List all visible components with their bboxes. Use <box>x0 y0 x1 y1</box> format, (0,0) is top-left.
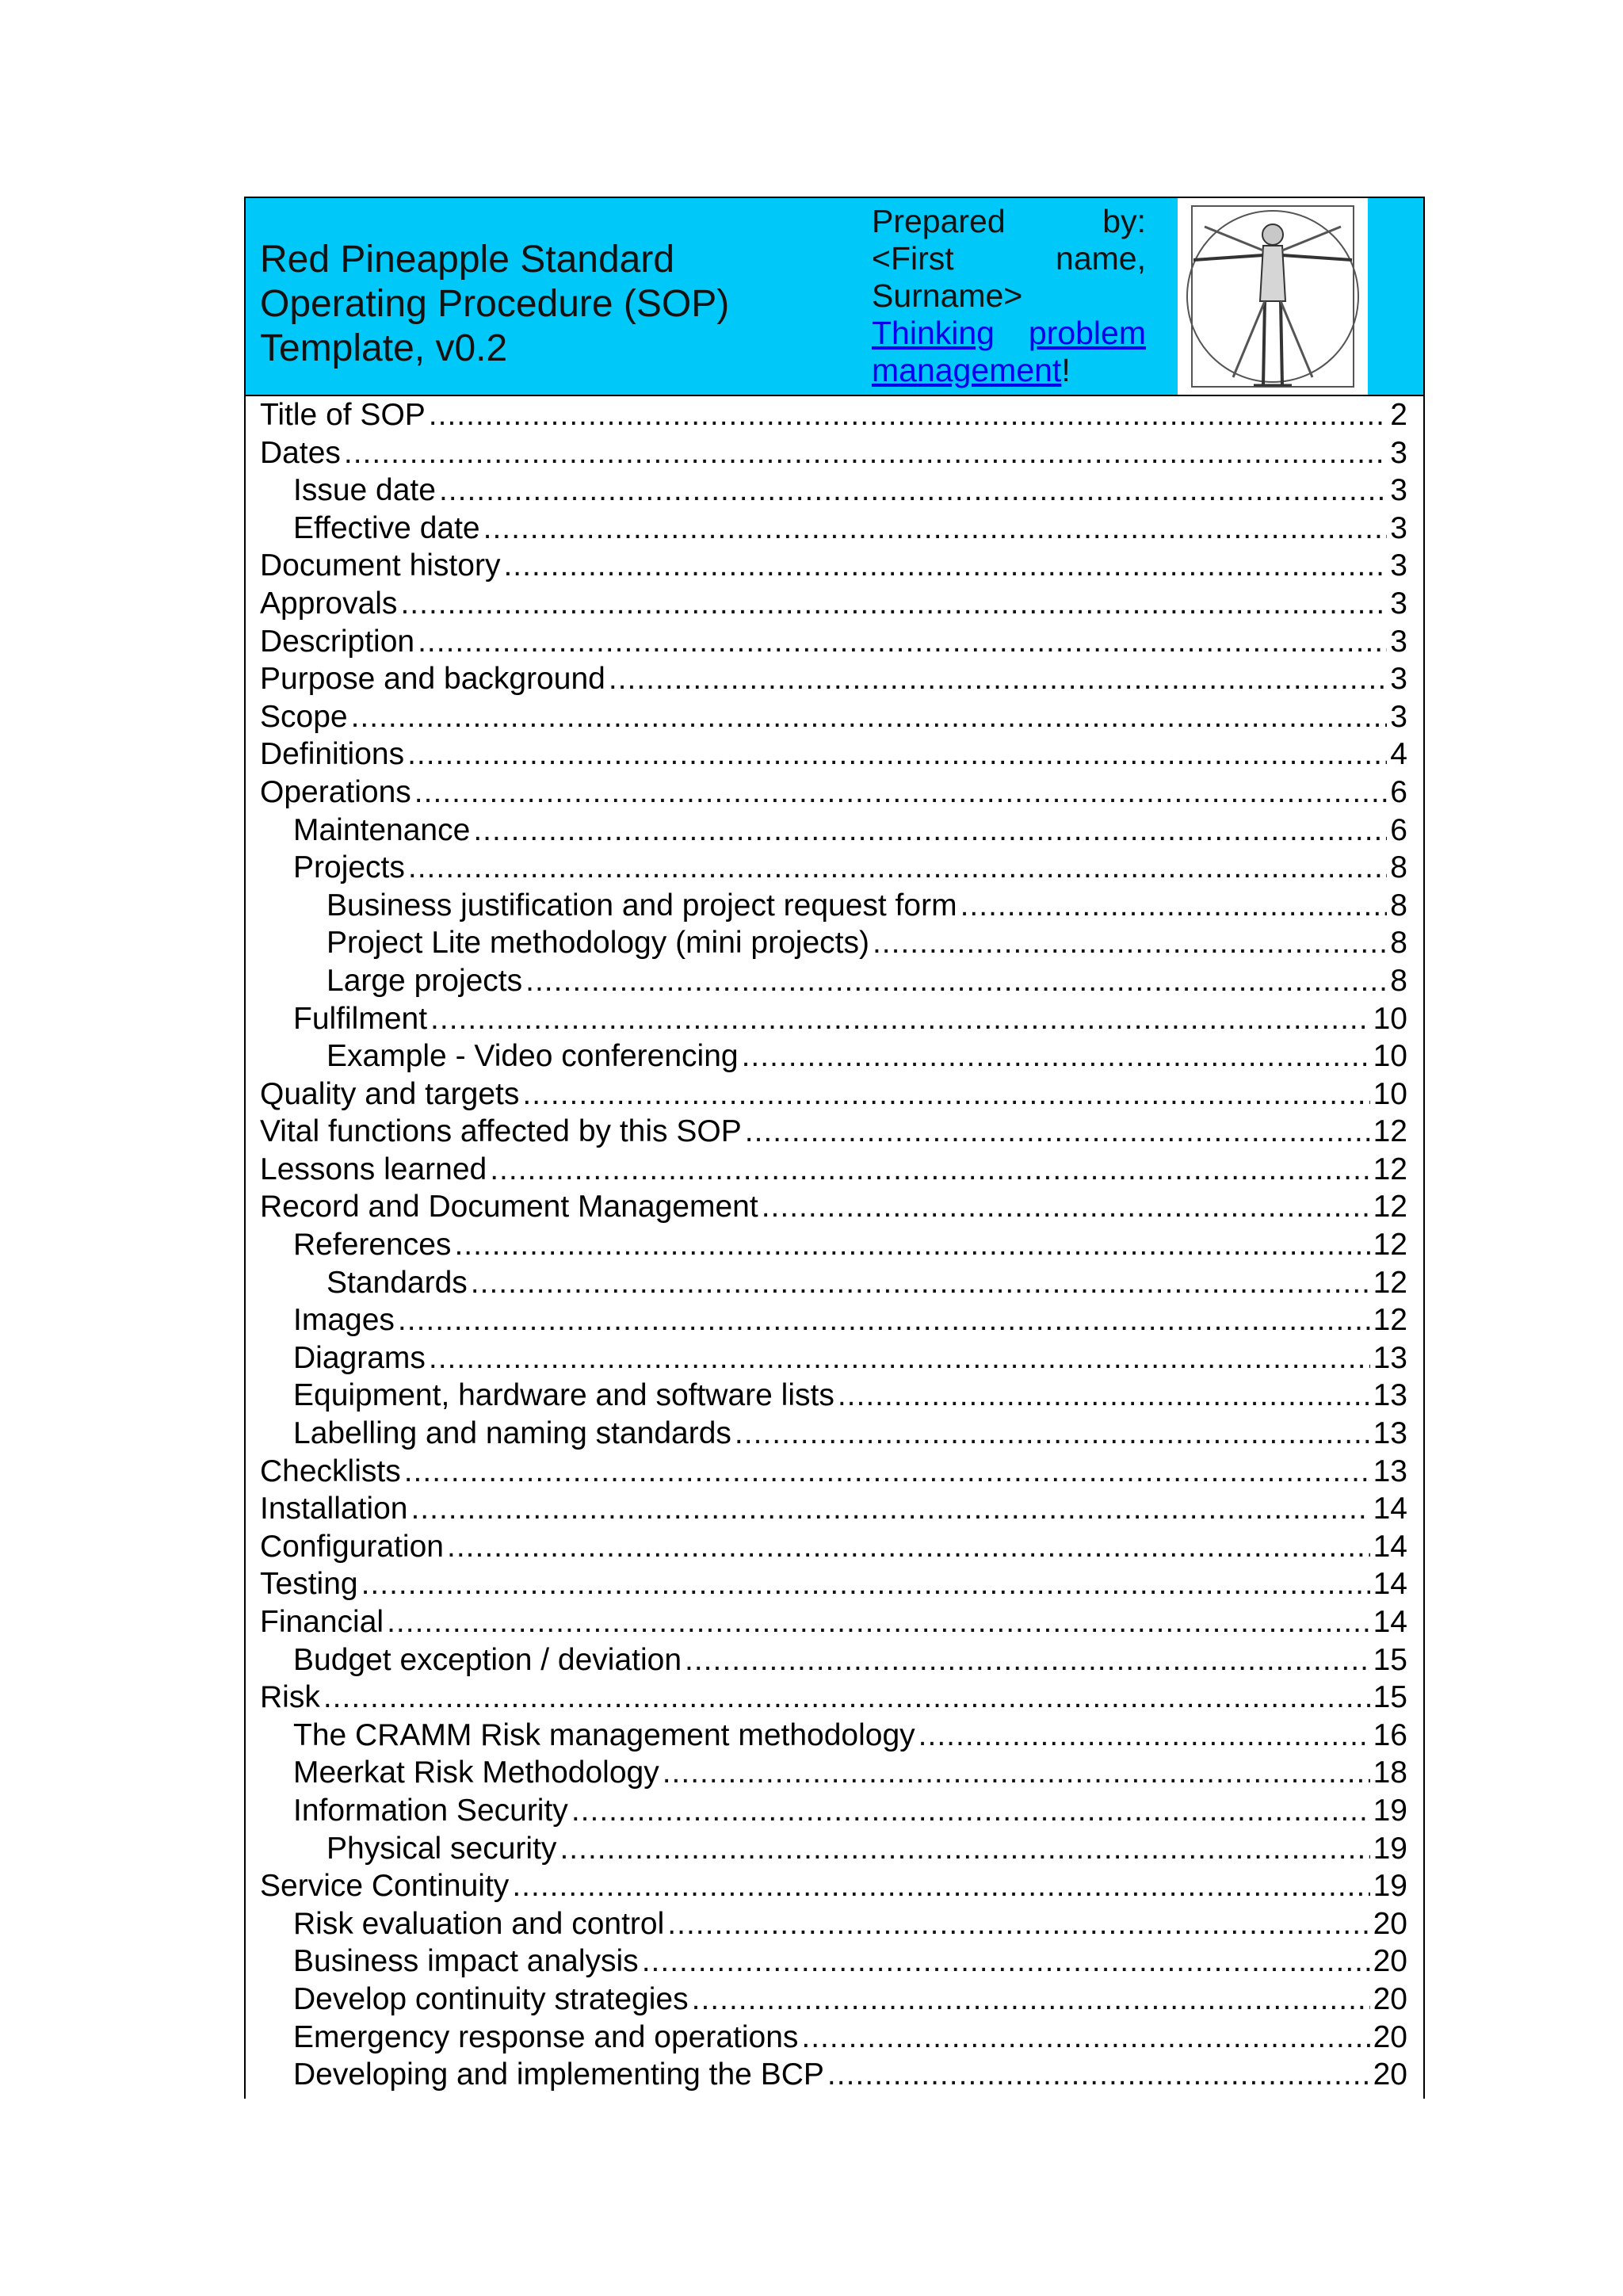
toc-dot-leader <box>429 396 1388 434</box>
toc-entry[interactable] <box>260 1037 1407 1075</box>
toc-entry-label: Operations <box>260 774 411 809</box>
toc-entry[interactable] <box>260 962 1407 1000</box>
toc-entry-page-number: 8 <box>1390 888 1407 923</box>
toc-dot-leader <box>351 698 1388 736</box>
link-line-1 <box>872 315 1146 352</box>
toc-entry[interactable] <box>260 1679 1407 1717</box>
toc-entry-label: Definitions <box>260 737 405 772</box>
toc-entry[interactable] <box>260 735 1407 774</box>
toc-dot-leader <box>454 1226 1369 1264</box>
toc-entry-label: Information Security <box>293 1793 568 1828</box>
name-word: name, <box>1056 240 1146 277</box>
toc-entry-page-number: 14 <box>1373 1605 1407 1639</box>
toc-dot-leader <box>667 1905 1369 1943</box>
toc-entry[interactable] <box>260 1453 1407 1491</box>
toc-entry-page-number: 3 <box>1390 662 1407 697</box>
header-band <box>246 198 1423 396</box>
toc-dot-leader <box>411 1490 1369 1528</box>
toc-entry-page-number: 8 <box>1390 963 1407 998</box>
toc-entry[interactable] <box>260 774 1407 812</box>
toc-entry[interactable] <box>260 1377 1407 1415</box>
toc-dot-leader <box>483 510 1388 548</box>
toc-dot-leader <box>400 585 1387 623</box>
toc-entry[interactable] <box>260 1264 1407 1302</box>
toc-entry-label: Projects <box>293 850 405 885</box>
toc-entry[interactable] <box>260 1226 1407 1264</box>
prepared-by-block <box>872 203 1146 389</box>
toc-entry-page-number: 12 <box>1373 1152 1407 1186</box>
toc-dot-leader <box>801 2019 1369 2057</box>
toc-entry-page-number: 19 <box>1373 1831 1407 1866</box>
toc-entry[interactable] <box>260 1792 1407 1830</box>
toc-entry[interactable] <box>260 1415 1407 1453</box>
toc-entry[interactable] <box>260 2019 1407 2057</box>
toc-entry[interactable] <box>260 1565 1407 1603</box>
surname-placeholder: Surname> <box>872 277 1023 314</box>
toc-entry[interactable] <box>260 1339 1407 1377</box>
toc-dot-leader <box>387 1603 1370 1641</box>
toc-entry-page-number: 12 <box>1373 1265 1407 1300</box>
toc-entry[interactable] <box>260 434 1407 472</box>
toc-dot-leader <box>414 774 1388 812</box>
toc-dot-leader <box>522 1075 1369 1114</box>
toc-entry-label: Fulfilment <box>293 1001 428 1036</box>
toc-entry-label: Lessons learned <box>260 1152 487 1186</box>
toc-dot-leader <box>361 1565 1370 1603</box>
toc-entry-label: Description <box>260 624 415 659</box>
toc-dot-leader <box>735 1415 1370 1453</box>
toc-entry-page-number: 3 <box>1390 435 1407 470</box>
toc-entry-page-number: 3 <box>1390 586 1407 621</box>
title-line-1: Red Pineapple Standard <box>260 239 675 281</box>
problem-link-word[interactable]: problem <box>1028 315 1146 351</box>
toc-dot-leader <box>918 1717 1370 1755</box>
toc-dot-leader <box>398 1301 1370 1339</box>
toc-entry-page-number: 12 <box>1373 1228 1407 1263</box>
toc-entry[interactable] <box>260 396 1407 434</box>
toc-entry-page-number: 8 <box>1390 926 1407 961</box>
toc-entry-label: Project Lite methodology (mini projects) <box>327 926 869 961</box>
toc-entry[interactable] <box>260 623 1407 661</box>
toc-entry-label: Record and Document Management <box>260 1190 758 1224</box>
vitruvian-man-logo <box>1178 198 1368 395</box>
toc-dot-leader <box>571 1792 1370 1830</box>
toc-entry[interactable] <box>260 1000 1407 1038</box>
prepared-word: Prepared <box>872 203 1006 239</box>
toc-entry[interactable] <box>260 1943 1407 1981</box>
table-of-contents <box>260 396 1407 2094</box>
toc-entry-label: References <box>293 1228 452 1263</box>
toc-entry[interactable] <box>260 887 1407 925</box>
toc-entry-page-number: 15 <box>1373 1642 1407 1677</box>
toc-entry-page-number: 6 <box>1390 774 1407 809</box>
toc-entry-label: Testing <box>260 1567 358 1602</box>
toc-entry[interactable] <box>260 1717 1407 1755</box>
thinking-link-word[interactable]: Thinking <box>872 315 995 351</box>
toc-entry[interactable] <box>260 849 1407 887</box>
toc-dot-leader <box>408 849 1387 887</box>
toc-entry-page-number: 3 <box>1390 699 1407 734</box>
toc-entry-label: Issue date <box>293 473 436 508</box>
toc-entry-page-number: 19 <box>1373 1793 1407 1828</box>
toc-dot-leader <box>447 1528 1370 1566</box>
toc-dot-leader <box>745 1113 1370 1151</box>
toc-entry[interactable] <box>260 1301 1407 1339</box>
toc-entry[interactable] <box>260 1867 1407 1905</box>
toc-dot-leader <box>873 924 1387 962</box>
toc-entry-page-number: 14 <box>1373 1492 1407 1526</box>
toc-entry-label: Example - Video conferencing <box>327 1039 739 1074</box>
toc-entry-label: Equipment, hardware and software lists <box>293 1378 834 1413</box>
toc-dot-leader <box>525 962 1387 1000</box>
toc-entry-label: Physical security <box>327 1831 557 1866</box>
first-name-placeholder: <First <box>872 240 954 277</box>
toc-entry-page-number: 12 <box>1373 1114 1407 1149</box>
management-link-word[interactable]: management <box>872 352 1062 388</box>
toc-dot-leader <box>404 1453 1370 1491</box>
toc-entry-label: Configuration <box>260 1529 444 1564</box>
link-suffix: ! <box>1061 352 1071 388</box>
toc-dot-leader <box>429 1339 1370 1377</box>
toc-entry-label: Risk evaluation and control <box>293 1906 665 1941</box>
toc-entry-label: Installation <box>260 1492 408 1526</box>
toc-entry-label: Checklists <box>260 1454 401 1488</box>
toc-entry-label: Title of SOP <box>260 398 426 432</box>
toc-entry[interactable] <box>260 1830 1407 1868</box>
toc-entry[interactable] <box>260 1754 1407 1792</box>
toc-entry-page-number: 12 <box>1373 1190 1407 1224</box>
toc-entry[interactable] <box>260 1490 1407 1528</box>
toc-entry-page-number: 8 <box>1390 850 1407 885</box>
toc-entry-page-number: 13 <box>1373 1378 1407 1413</box>
toc-entry-label: Scope <box>260 699 348 734</box>
toc-dot-leader <box>344 434 1387 472</box>
toc-entry-page-number: 4 <box>1390 737 1407 772</box>
toc-entry-label: Diagrams <box>293 1340 426 1375</box>
name-line <box>872 240 1146 277</box>
vitruvian-man-icon <box>1178 198 1368 395</box>
toc-entry-page-number: 16 <box>1373 1717 1407 1752</box>
toc-entry-page-number: 20 <box>1373 2019 1407 2054</box>
toc-entry-page-number: 3 <box>1390 510 1407 545</box>
toc-dot-leader <box>418 623 1387 661</box>
toc-entry-page-number: 13 <box>1373 1454 1407 1488</box>
toc-entry-page-number: 20 <box>1373 1906 1407 1941</box>
toc-entry[interactable] <box>260 812 1407 850</box>
toc-entry-label: Vital functions affected by this SOP <box>260 1114 742 1149</box>
toc-entry-label: The CRAMM Risk management methodology <box>293 1717 915 1752</box>
toc-entry-page-number: 10 <box>1373 1076 1407 1111</box>
link-line-2 <box>872 352 1146 389</box>
toc-entry-label: Developing and implementing the BCP <box>293 2057 824 2092</box>
toc-entry-page-number: 20 <box>1373 1981 1407 2016</box>
toc-entry[interactable] <box>260 1151 1407 1189</box>
toc-entry-label: Meerkat Risk Methodology <box>293 1755 659 1790</box>
toc-dot-leader <box>503 547 1387 585</box>
toc-entry[interactable] <box>260 1641 1407 1679</box>
toc-dot-leader <box>490 1151 1369 1189</box>
toc-entry[interactable] <box>260 547 1407 585</box>
toc-entry-page-number: 13 <box>1373 1340 1407 1375</box>
toc-entry-label: Approvals <box>260 586 398 621</box>
toc-entry-page-number: 18 <box>1373 1755 1407 1790</box>
toc-entry-label: Budget exception / deviation <box>293 1642 682 1677</box>
by-word: by: <box>1102 203 1146 239</box>
title-line-3: Template, v0.2 <box>260 327 508 369</box>
toc-dot-leader <box>827 2056 1370 2094</box>
toc-dot-leader <box>742 1037 1370 1075</box>
toc-entry-page-number: 6 <box>1390 812 1407 847</box>
toc-entry-label: Business justification and project request form <box>327 888 957 923</box>
toc-entry[interactable] <box>260 660 1407 698</box>
toc-dot-leader <box>473 812 1387 850</box>
toc-entry-label: Quality and targets <box>260 1076 520 1111</box>
toc-dot-leader <box>471 1264 1370 1302</box>
toc-entry-label: Large projects <box>327 963 523 998</box>
toc-entry-page-number: 3 <box>1390 473 1407 508</box>
toc-dot-leader <box>663 1754 1370 1792</box>
toc-entry[interactable] <box>260 1188 1407 1226</box>
toc-entry-label: Document history <box>260 548 501 583</box>
toc-entry-label: Risk <box>260 1680 320 1715</box>
toc-entry[interactable] <box>260 1113 1407 1151</box>
toc-dot-leader <box>407 735 1387 774</box>
toc-entry-label: Purpose and background <box>260 662 605 697</box>
toc-entry[interactable] <box>260 585 1407 623</box>
toc-entry[interactable] <box>260 1528 1407 1566</box>
toc-entry-label: Financial <box>260 1605 384 1639</box>
toc-entry-page-number: 10 <box>1373 1039 1407 1074</box>
toc-entry-label: Business impact analysis <box>293 1944 639 1979</box>
toc-dot-leader <box>439 472 1387 510</box>
toc-dot-leader <box>430 1000 1370 1038</box>
toc-entry-label: Effective date <box>293 510 480 545</box>
toc-entry[interactable] <box>260 510 1407 548</box>
toc-entry-page-number: 12 <box>1373 1303 1407 1338</box>
toc-entry-label: Labelling and naming standards <box>293 1416 731 1451</box>
toc-entry-page-number: 15 <box>1373 1680 1407 1715</box>
toc-dot-leader <box>838 1377 1370 1415</box>
toc-entry-page-number: 20 <box>1373 2057 1407 2092</box>
toc-entry-label: Develop continuity strategies <box>293 1981 689 2016</box>
toc-entry-page-number: 19 <box>1373 1869 1407 1904</box>
toc-dot-leader <box>685 1641 1370 1679</box>
toc-entry[interactable] <box>260 1075 1407 1114</box>
toc-entry-page-number: 10 <box>1373 1001 1407 1036</box>
toc-entry-page-number: 20 <box>1373 1944 1407 1979</box>
toc-entry-page-number: 14 <box>1373 1567 1407 1602</box>
toc-dot-leader <box>609 660 1387 698</box>
toc-dot-leader <box>559 1830 1369 1868</box>
toc-entry-label: Service Continuity <box>260 1869 510 1904</box>
toc-entry-page-number: 13 <box>1373 1416 1407 1451</box>
toc-entry[interactable] <box>260 1981 1407 2019</box>
toc-dot-leader <box>512 1867 1369 1905</box>
toc-entry[interactable] <box>260 1603 1407 1641</box>
toc-entry[interactable] <box>260 2056 1407 2094</box>
toc-entry[interactable] <box>260 472 1407 510</box>
toc-dot-leader <box>323 1679 1370 1717</box>
surname-line <box>872 277 1146 315</box>
toc-entry-label: Emergency response and operations <box>293 2019 799 2054</box>
toc-entry-label: Standards <box>327 1265 468 1300</box>
toc-entry-label: Maintenance <box>293 812 471 847</box>
toc-dot-leader <box>642 1943 1370 1981</box>
prepared-by-line <box>872 203 1146 240</box>
toc-dot-leader <box>762 1188 1370 1226</box>
toc-entry-page-number: 2 <box>1390 398 1407 432</box>
toc-entry-page-number: 3 <box>1390 548 1407 583</box>
document-title <box>260 238 799 371</box>
toc-entry-label: Dates <box>260 435 341 470</box>
toc-dot-leader <box>960 887 1388 925</box>
toc-entry[interactable] <box>260 924 1407 962</box>
toc-entry[interactable] <box>260 698 1407 736</box>
toc-entry-page-number: 14 <box>1373 1529 1407 1564</box>
document-frame <box>244 197 1425 2099</box>
toc-dot-leader <box>692 1981 1370 2019</box>
title-line-2: Operating Procedure (SOP) <box>260 283 730 325</box>
toc-entry-page-number: 3 <box>1390 624 1407 659</box>
toc-entry-label: Images <box>293 1303 395 1338</box>
toc-entry[interactable] <box>260 1905 1407 1943</box>
